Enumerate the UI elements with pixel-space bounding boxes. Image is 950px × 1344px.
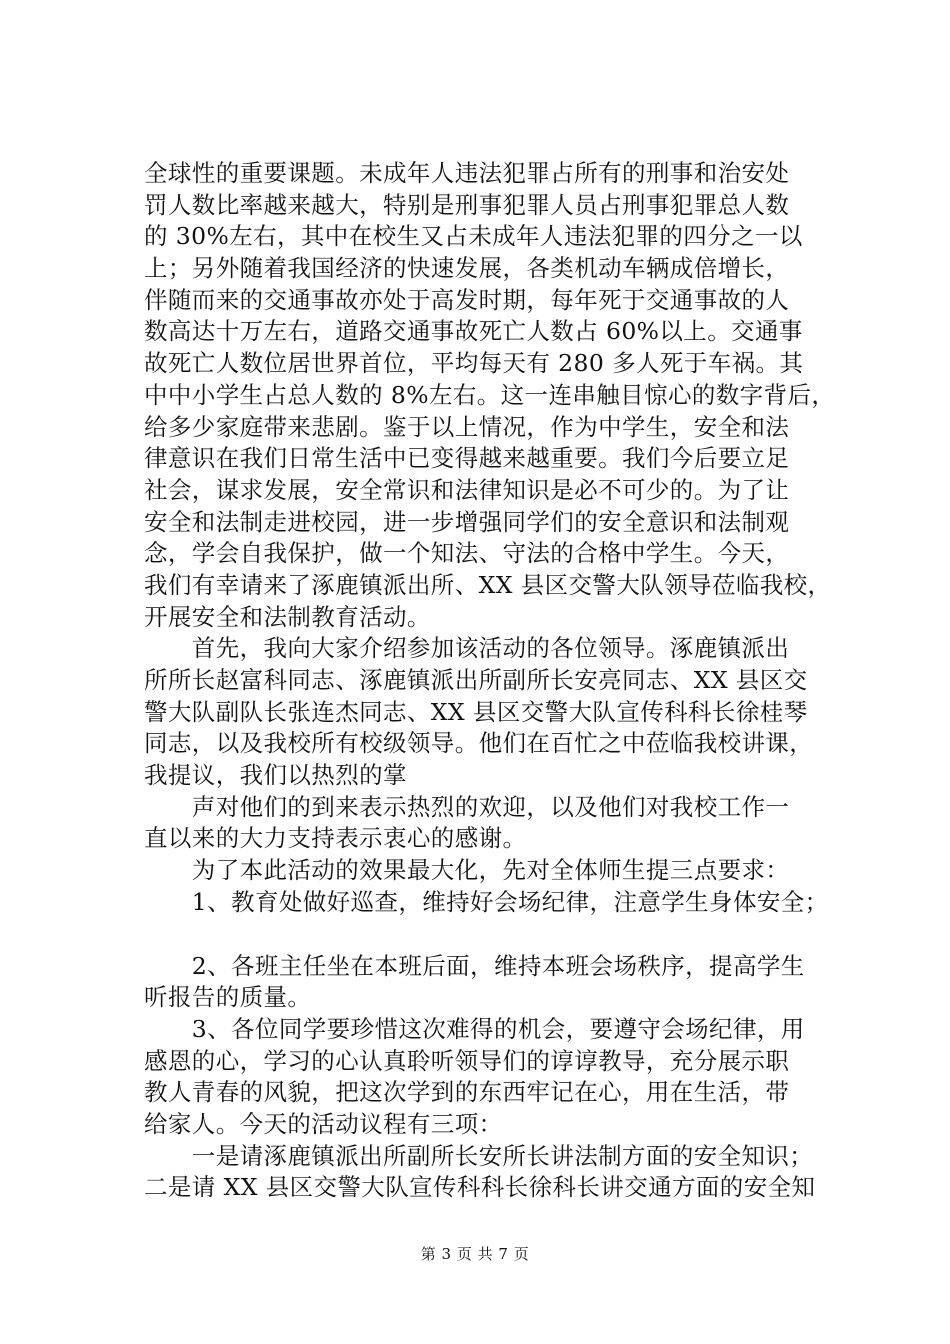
text-line: 首先，我向大家介绍参加该活动的各位领导。涿鹿镇派出 — [144, 634, 790, 663]
text-line: 1、教育处做好巡查，维持好会场纪律，注意学生身体安全； — [144, 887, 829, 916]
text-line: 教人青春的风貌，把这次学到的东西牢记在心，用在生活，带 — [144, 1078, 790, 1107]
text-line: 3、各位同学要珍惜这次难得的机会，要遵守会场纪律，用 — [144, 1014, 805, 1043]
text-line: 开展安全和法制教育活动。 — [144, 602, 431, 631]
text-line: 上；另外随着我国经济的快速发展，各类机动车辆成倍增长， — [144, 254, 790, 283]
text-line: 给多少家庭带来悲剧。鉴于以上情况，作为中学生，安全和法 — [144, 412, 790, 441]
text-line: 感恩的心，学习的心认真聆听领导们的谆谆教导，充分展示职 — [144, 1046, 790, 1075]
text-line: 数高达十万左右，道路交通事故死亡人数占 60%以上。交通事 — [144, 317, 803, 346]
blank-line — [144, 919, 824, 951]
text-line: 一是请涿鹿镇派出所副所长安所长讲法制方面的安全知识； — [144, 1141, 814, 1170]
text-line: 的 30%左右，其中在校生又占未成年人违法犯罪的四分之一以 — [144, 222, 803, 251]
text-line: 警大队副队长张连杰同志、XX 县区交警大队宣传科科长徐桂琴 — [144, 697, 808, 726]
text-line: 全球性的重要课题。未成年人违法犯罪占所有的刑事和治安处 — [144, 159, 790, 187]
text-line: 律意识在我们日常生活中已变得越来越重要。我们今后要立足 — [144, 444, 790, 473]
text-line: 我提议，我们以热烈的掌 — [144, 761, 407, 790]
text-line: 罚人数比率越来越大，特别是刑事犯罪人员占刑事犯罪总人数 — [144, 190, 790, 219]
text-line: 直以来的大力支持表示衷心的感谢。 — [144, 824, 527, 853]
document-body — [144, 158, 836, 1204]
text-line: 安全和法制走进校园，进一步增强同学们的安全意识和法制观 — [144, 507, 790, 536]
text-line: 我们有幸请来了涿鹿镇派出所、XX 县区交警大队领导莅临我校， — [144, 570, 832, 599]
text-line: 所所长赵富科同志、涿鹿镇派出所副所长安亮同志、XX 县区交 — [144, 666, 808, 694]
text-line: 伴随而来的交通事故亦处于高发时期，每年死于交通事故的人 — [144, 285, 790, 314]
text-line: 中中小学生占总人数的 8%左右。这一连串触目惊心的数字背后， — [144, 380, 836, 409]
text-line: 声对他们的到来表示热烈的欢迎，以及他们对我校工作一 — [144, 792, 790, 821]
page-number-footer: 第 3 页 共 7 页 — [420, 1245, 530, 1263]
text-line: 给家人。今天的活动议程有三项： — [144, 1109, 503, 1138]
text-line: 同志，以及我校所有校级领导。他们在百忙之中莅临我校讲课， — [144, 729, 814, 758]
text-line: 社会，谋求发展，安全常识和法律知识是必不可少的。为了让 — [144, 475, 790, 504]
text-line: 二是请 XX 县区交警大队宣传科科长徐科长讲交通方面的安全知 — [144, 1173, 816, 1202]
text-line: 听报告的质量。 — [144, 983, 312, 1012]
text-line: 2、各班主任坐在本班后面，维持本班会场秩序，提高学生 — [144, 951, 805, 980]
text-line: 念，学会自我保护，做一个知法、守法的合格中学生。今天， — [144, 539, 790, 568]
text-line: 为了本此活动的效果最大化，先对全体师生提三点要求： — [144, 856, 790, 885]
text-line: 故死亡人数位居世界首位，平均每天有 280 多人死于车祸。其 — [144, 349, 804, 378]
